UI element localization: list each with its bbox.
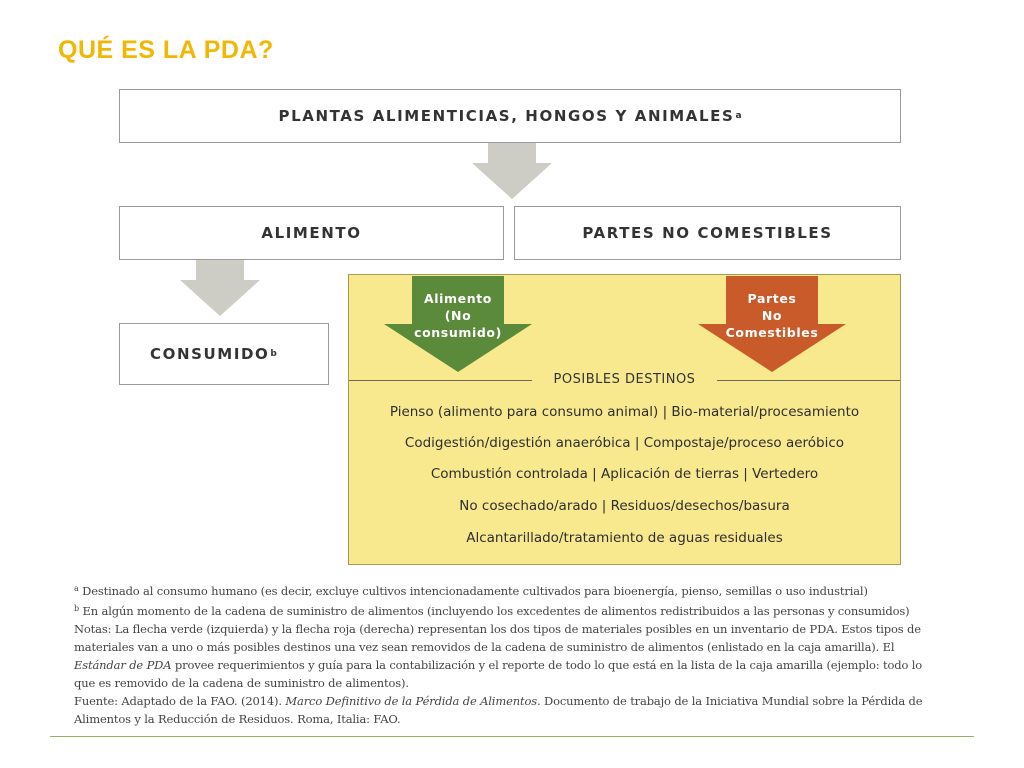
box-alimento: [119, 206, 504, 260]
box-plantas-label: PLANTAS ALIMENTICIAS, HONGOS Y ANIMALES: [278, 107, 735, 125]
destino-line-1: Pienso (alimento para consumo animal) | Bio-material/procesamiento: [389, 404, 860, 420]
box-plantas-alimenticias: [119, 89, 901, 143]
destino-line-3: Combustión controlada | Aplicación de tierras | Vertedero: [430, 466, 819, 482]
notas-line-4: que es removido de la cadena de suministro de alimentos).: [74, 676, 409, 690]
footnote-a: $^a$ Destinado al consumo humano (es decir, excluye cultivos intencionadamente cultivados para bioenergía, pienso, semillas o uso industrial): [74, 584, 868, 598]
footnote-mark-b: b: [270, 349, 277, 359]
green-arrow-line-1: Alimento: [423, 291, 492, 306]
page-title: QUÉ ES LA PDA?: [58, 36, 274, 64]
bottom-rule: [50, 736, 974, 737]
notas-line-1: Notas: La flecha verde (izquierda) y la flecha roja (derecha) representan los dos tipos de materiales posibles en un inventario de PDA. Estos tipos de: [74, 622, 921, 636]
down-arrow-top: [472, 143, 552, 199]
footnotes: [74, 580, 964, 728]
red-arrow-line-3: Comestibles: [725, 325, 819, 340]
destinos-title: POSIBLES DESTINOS: [532, 372, 718, 387]
footnote-mark-a: a: [735, 111, 742, 121]
footnote-b: $^b$ En algún momento de la cadena de suministro de alimentos (incluyendo los excedentes de alimentos redistribuidos a las personas y consumidos): [74, 604, 910, 618]
fuente-line-2: Alimentos y la Reducción de Residuos. Roma, Italia: FAO.: [74, 712, 401, 726]
red-arrow-label: [698, 290, 846, 341]
box-partes-no-comestibles: [514, 206, 901, 260]
down-arrow-consumido: [180, 260, 260, 316]
red-arrow-line-1: Partes: [747, 291, 797, 306]
fuente-line-1: Fuente: Adaptado de la FAO. (2014). Marco Definitivo de la Pérdida de Alimentos. Documento de trabajo de la Iniciativa Mundial sobre la Pérdida de: [74, 694, 923, 708]
destino-line-2: Codigestión/digestión anaeróbica | Compostaje/proceso aeróbico: [404, 435, 845, 451]
notas-line-3: Estándar de PDA provee requerimientos y guía para la contabilización y el reporte de todo lo que está en la lista de la caja amarilla (ejemplo: todo lo: [74, 658, 923, 672]
green-arrow-label: [384, 290, 532, 341]
green-arrow-line-2: (No: [444, 308, 472, 323]
destino-line-5: Alcantarillado/tratamiento de aguas residuales: [466, 530, 783, 546]
box-consumido: [119, 323, 329, 385]
box-consumido-label: CONSUMIDO: [150, 345, 270, 363]
destino-line-4: No cosechado/arado | Residuos/desechos/basura: [459, 498, 790, 514]
red-arrow-line-2: No: [761, 308, 783, 323]
box-partes-label: PARTES NO COMESTIBLES: [582, 224, 833, 242]
box-alimento-label: ALIMENTO: [261, 224, 362, 242]
notas-line-2: materiales van a uno o más posibles destinos una vez sean removidos de la cadena de suministro de alimentos (enlistado en la caja amarilla). El: [74, 640, 895, 654]
green-arrow-line-3: consumido): [414, 325, 502, 340]
